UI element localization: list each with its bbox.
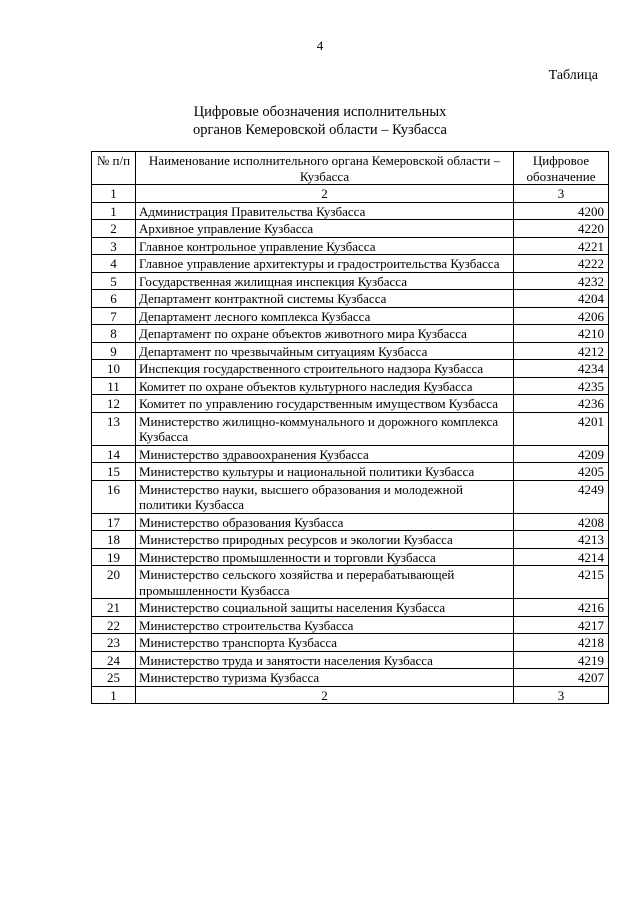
column-number: 1 (92, 185, 136, 203)
table-row (92, 634, 609, 652)
agency-name: Министерство жилищно-коммунального и дорожного комплекса Кузбасса (136, 412, 514, 445)
table-row (92, 395, 609, 413)
agency-code: 4219 (514, 651, 609, 669)
agency-code: 4218 (514, 634, 609, 652)
row-number: 23 (92, 634, 136, 652)
agency-name: Министерство туризма Кузбасса (136, 669, 514, 687)
row-number: 3 (92, 237, 136, 255)
agency-name: Министерство промышленности и торговли Кузбасса (136, 548, 514, 566)
table-row (92, 272, 609, 290)
column-number: 1 (92, 686, 136, 704)
agency-name: Министерство транспорта Кузбасса (136, 634, 514, 652)
table-row (92, 445, 609, 463)
row-number: 5 (92, 272, 136, 290)
agency-code: 4213 (514, 531, 609, 549)
agency-code: 4212 (514, 342, 609, 360)
agency-name: Комитет по управлению государственным имуществом Кузбасса (136, 395, 514, 413)
table-row (92, 342, 609, 360)
table-row (92, 669, 609, 687)
agency-code: 4232 (514, 272, 609, 290)
row-number: 1 (92, 202, 136, 220)
agency-code: 4220 (514, 220, 609, 238)
table-row (92, 513, 609, 531)
footer-column-number-row (92, 686, 609, 704)
table-row (92, 202, 609, 220)
header-code: Цифровое обозначение (514, 152, 609, 185)
table-row (92, 377, 609, 395)
agency-name: Государственная жилищная инспекция Кузбасса (136, 272, 514, 290)
table-row (92, 548, 609, 566)
table-row (92, 307, 609, 325)
agency-name: Министерство социальной защиты населения Кузбасса (136, 599, 514, 617)
agency-name: Министерство природных ресурсов и экологии Кузбасса (136, 531, 514, 549)
agency-code: 4249 (514, 480, 609, 513)
agency-name: Департамент лесного комплекса Кузбасса (136, 307, 514, 325)
agency-name: Департамент контрактной системы Кузбасса (136, 290, 514, 308)
agency-name: Главное контрольное управление Кузбасса (136, 237, 514, 255)
agency-name: Администрация Правительства Кузбасса (136, 202, 514, 220)
row-number: 10 (92, 360, 136, 378)
agency-code: 4217 (514, 616, 609, 634)
agency-name: Инспекция государственного строительного надзора Кузбасса (136, 360, 514, 378)
column-number: 3 (514, 686, 609, 704)
agency-code: 4236 (514, 395, 609, 413)
row-number: 7 (92, 307, 136, 325)
agency-code: 4207 (514, 669, 609, 687)
table-label: Таблица (548, 68, 598, 83)
table-row (92, 255, 609, 273)
agency-code: 4201 (514, 412, 609, 445)
agency-code: 4205 (514, 463, 609, 481)
title-line-1: Цифровые обозначения исполнительных (193, 104, 447, 120)
column-number: 2 (136, 686, 514, 704)
agency-code: 4206 (514, 307, 609, 325)
agency-code: 4215 (514, 566, 609, 599)
table-row (92, 220, 609, 238)
agency-code: 4235 (514, 377, 609, 395)
agency-name: Комитет по охране объектов культурного наследия Кузбасса (136, 377, 514, 395)
agency-code: 4234 (514, 360, 609, 378)
table-row (92, 325, 609, 343)
table-row (92, 360, 609, 378)
table-row (92, 237, 609, 255)
table-row (92, 651, 609, 669)
row-number: 17 (92, 513, 136, 531)
agency-name: Министерство науки, высшего образования и молодежной политики Кузбасса (136, 480, 514, 513)
column-number: 3 (514, 185, 609, 203)
agency-code: 4214 (514, 548, 609, 566)
agency-name: Министерство сельского хозяйства и перерабатывающей промышленности Кузбасса (136, 566, 514, 599)
table-row (92, 463, 609, 481)
agency-code: 4204 (514, 290, 609, 308)
row-number: 22 (92, 616, 136, 634)
row-number: 12 (92, 395, 136, 413)
table-row (92, 531, 609, 549)
agencies-table (91, 151, 609, 704)
table-body (92, 202, 609, 686)
agency-name: Департамент по чрезвычайным ситуациям Кузбасса (136, 342, 514, 360)
row-number: 2 (92, 220, 136, 238)
row-number: 16 (92, 480, 136, 513)
row-number: 18 (92, 531, 136, 549)
agency-name: Министерство здравоохранения Кузбасса (136, 445, 514, 463)
row-number: 11 (92, 377, 136, 395)
table-row (92, 616, 609, 634)
page-number: 4 (316, 38, 324, 53)
row-number: 21 (92, 599, 136, 617)
agency-code: 4221 (514, 237, 609, 255)
row-number: 14 (92, 445, 136, 463)
agency-code: 4208 (514, 513, 609, 531)
table-row (92, 412, 609, 445)
agency-name: Министерство труда и занятости населения Кузбасса (136, 651, 514, 669)
row-number: 24 (92, 651, 136, 669)
agency-name: Министерство строительства Кузбасса (136, 616, 514, 634)
table-row (92, 566, 609, 599)
table-row (92, 290, 609, 308)
title-line-2: органов Кемеровской области – Кузбасса (193, 122, 447, 138)
document-title (0, 103, 640, 139)
agency-name: Министерство образования Кузбасса (136, 513, 514, 531)
agency-code: 4222 (514, 255, 609, 273)
header-row (92, 152, 609, 185)
row-number: 13 (92, 412, 136, 445)
row-number: 4 (92, 255, 136, 273)
column-number: 2 (136, 185, 514, 203)
agency-code: 4216 (514, 599, 609, 617)
agency-name: Министерство культуры и национальной политики Кузбасса (136, 463, 514, 481)
agency-name: Главное управление архитектуры и градостроительства Кузбасса (136, 255, 514, 273)
table-row (92, 599, 609, 617)
table-row (92, 480, 609, 513)
row-number: 19 (92, 548, 136, 566)
row-number: 25 (92, 669, 136, 687)
agency-code: 4200 (514, 202, 609, 220)
column-number-row (92, 185, 609, 203)
row-number: 15 (92, 463, 136, 481)
row-number: 20 (92, 566, 136, 599)
agency-name: Департамент по охране объектов животного мира Кузбасса (136, 325, 514, 343)
row-number: 9 (92, 342, 136, 360)
agency-code: 4209 (514, 445, 609, 463)
row-number: 6 (92, 290, 136, 308)
agency-name: Архивное управление Кузбасса (136, 220, 514, 238)
agency-code: 4210 (514, 325, 609, 343)
header-num: № п/п (92, 152, 136, 185)
header-name: Наименование исполнительного органа Кемеровской области – Кузбасса (136, 152, 514, 185)
row-number: 8 (92, 325, 136, 343)
